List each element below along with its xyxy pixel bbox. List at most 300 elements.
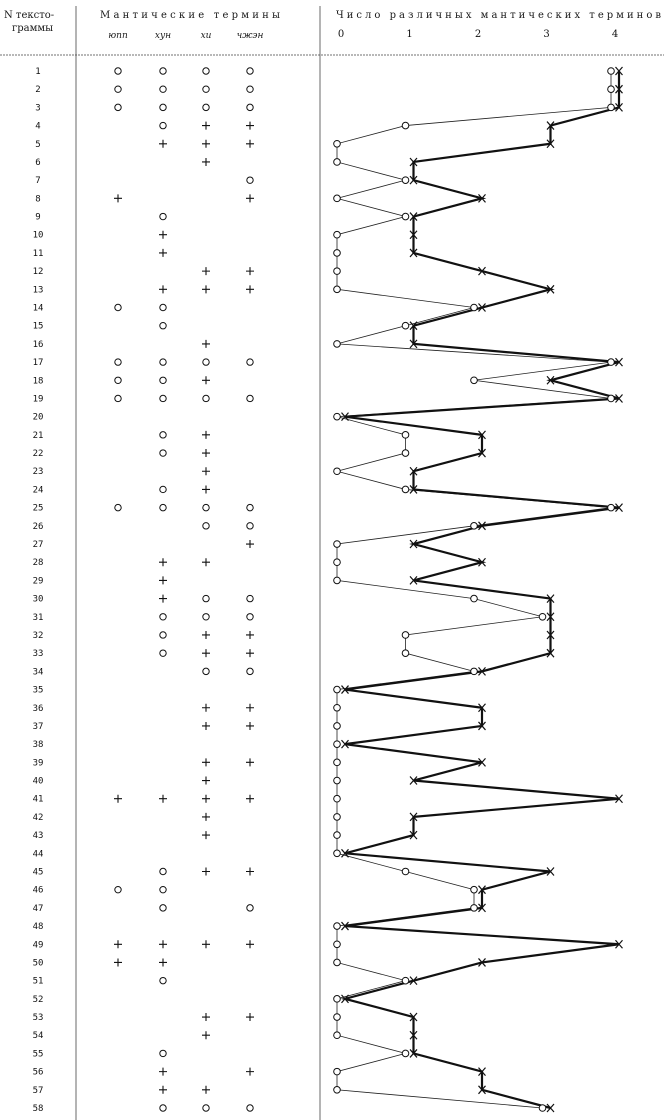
point-circle — [402, 432, 409, 439]
term-mark-circle — [160, 122, 166, 128]
term-mark-circle — [247, 1105, 253, 1111]
row-number: 35 — [32, 685, 44, 696]
term-mark-plus — [114, 194, 122, 202]
row-number: 29 — [32, 576, 44, 587]
row-number: 41 — [32, 794, 44, 805]
term-mark-circle — [203, 104, 209, 110]
term-mark-circle — [160, 486, 166, 492]
point-circle — [402, 122, 409, 129]
row-number: 34 — [32, 667, 44, 678]
term-mark-plus — [202, 940, 210, 948]
term-mark-plus — [246, 122, 254, 130]
term-mark-circle — [247, 504, 253, 510]
point-circle — [539, 1105, 546, 1112]
row-number: 25 — [32, 503, 44, 514]
row-number: 30 — [32, 594, 44, 605]
row-number: 37 — [32, 721, 44, 732]
row-number: 28 — [32, 558, 44, 569]
table-row — [33, 558, 210, 568]
term-mark-circle — [203, 668, 209, 674]
table-row — [33, 686, 44, 696]
term-mark-circle — [247, 177, 253, 183]
table-row — [33, 904, 254, 914]
term-mark-plus — [202, 285, 210, 293]
term-mark-circle — [203, 523, 209, 529]
term-mark-plus — [246, 140, 254, 148]
table-row — [33, 1104, 254, 1114]
table-row — [33, 1031, 210, 1041]
term-mark-plus — [202, 795, 210, 803]
term-mark-circle — [160, 86, 166, 92]
row-number: 38 — [32, 740, 44, 751]
terms-header-title: Мантические термины — [100, 10, 280, 21]
point-circle — [334, 140, 341, 147]
term-mark-plus — [202, 122, 210, 130]
term-mark-circle — [160, 323, 166, 329]
term-mark-circle — [203, 1105, 209, 1111]
point-circle — [471, 595, 478, 602]
col1-header-line1: N тексто- — [4, 10, 55, 21]
point-circle — [402, 632, 409, 639]
term-mark-plus — [246, 795, 254, 803]
term-mark-circle — [203, 359, 209, 365]
point-circle — [402, 977, 409, 984]
term-mark-plus — [202, 813, 210, 821]
term-mark-circle — [160, 432, 166, 438]
term-mark-circle — [115, 395, 121, 401]
term-mark-circle — [160, 905, 166, 911]
col1-header-line2: граммы — [12, 23, 54, 34]
term-mark-circle — [247, 359, 253, 365]
row-number: 39 — [32, 758, 44, 769]
row-number: 46 — [32, 885, 44, 896]
point-circle — [334, 468, 341, 475]
term-mark-circle — [247, 86, 253, 92]
row-number: 27 — [32, 540, 44, 551]
point-circle — [334, 231, 341, 238]
term-mark-circle — [160, 104, 166, 110]
term-mark-circle — [160, 614, 166, 620]
table-row — [33, 595, 254, 605]
chart-series — [334, 67, 623, 1112]
row-number: 52 — [32, 994, 44, 1005]
term-mark-circle — [247, 905, 253, 911]
point-circle — [334, 686, 341, 693]
table-row — [33, 667, 254, 677]
point-circle — [471, 523, 478, 530]
point-circle — [402, 650, 409, 657]
row-number: 43 — [32, 831, 44, 842]
table-row — [33, 795, 254, 805]
point-circle — [334, 959, 341, 966]
term-mark-plus — [246, 631, 254, 639]
point-circle — [334, 577, 341, 584]
term-mark-plus — [246, 704, 254, 712]
point-circle — [334, 795, 341, 802]
point-circle — [334, 159, 341, 166]
term-mark-circle — [247, 668, 253, 674]
table-row — [35, 103, 253, 113]
term-mark-plus — [202, 758, 210, 766]
term-mark-plus — [114, 795, 122, 803]
point-circle — [471, 304, 478, 311]
term-mark-plus — [202, 1086, 210, 1094]
table-row — [33, 1013, 254, 1023]
point-circle — [334, 559, 341, 566]
table-row — [33, 1086, 210, 1096]
table-row — [33, 613, 254, 623]
term-mark-circle — [160, 1050, 166, 1056]
point-circle — [334, 923, 341, 930]
term-mark-plus — [246, 285, 254, 293]
term-mark-plus — [159, 576, 167, 584]
x-tick-label: 3 — [543, 29, 550, 40]
term-mark-circle — [115, 304, 121, 310]
term-mark-circle — [115, 377, 121, 383]
term-mark-circle — [160, 450, 166, 456]
table-row — [33, 485, 210, 495]
point-circle — [471, 886, 478, 893]
term-mark-plus — [246, 649, 254, 657]
point-circle — [334, 1087, 341, 1094]
point-circle — [539, 613, 546, 620]
point-circle — [471, 668, 478, 675]
term-mark-plus — [202, 1013, 210, 1021]
term-mark-plus — [202, 722, 210, 730]
term-mark-circle — [160, 650, 166, 656]
row-number: 49 — [32, 940, 44, 951]
point-circle — [608, 359, 615, 366]
term-mark-plus — [202, 558, 210, 566]
point-circle — [334, 777, 341, 784]
term-mark-circle — [115, 104, 121, 110]
term-mark-plus — [159, 249, 167, 257]
term-header-yupp: юпп — [108, 31, 128, 41]
row-number: 5 — [35, 139, 41, 150]
term-mark-circle — [203, 614, 209, 620]
point-circle — [402, 486, 409, 493]
table-row — [33, 631, 254, 641]
table-row — [33, 995, 44, 1005]
point-circle — [402, 450, 409, 457]
term-mark-plus — [246, 758, 254, 766]
term-mark-circle — [203, 395, 209, 401]
term-mark-plus — [246, 194, 254, 202]
row-number: 50 — [32, 958, 44, 969]
row-number: 8 — [35, 194, 41, 205]
point-circle — [334, 541, 341, 548]
row-number: 2 — [35, 85, 41, 96]
point-circle — [334, 723, 341, 730]
term-mark-plus — [202, 777, 210, 785]
term-mark-plus — [159, 231, 167, 239]
term-mark-plus — [159, 1086, 167, 1094]
row-number: 9 — [35, 212, 41, 223]
term-header-hun: хун — [154, 31, 172, 41]
row-number: 17 — [32, 358, 44, 369]
term-mark-plus — [159, 285, 167, 293]
term-mark-plus — [202, 376, 210, 384]
table-row — [35, 67, 253, 77]
row-number: 33 — [32, 649, 44, 660]
table-row — [35, 213, 166, 223]
table-row — [33, 267, 254, 277]
x-tick-label: 2 — [474, 29, 482, 40]
point-circle — [471, 377, 478, 384]
table-row — [33, 722, 254, 732]
table-row — [33, 322, 167, 332]
table-row — [33, 540, 254, 550]
term-mark-plus — [202, 485, 210, 493]
term-mark-circle — [247, 104, 253, 110]
point-circle — [334, 341, 341, 348]
row-number: 55 — [32, 1049, 44, 1060]
term-mark-plus — [114, 958, 122, 966]
point-circle — [334, 1014, 341, 1021]
term-mark-circle — [160, 377, 166, 383]
term-header-chzhen: чжэн — [236, 31, 264, 41]
term-mark-plus — [246, 867, 254, 875]
series-line-cross — [345, 71, 619, 1108]
table-row — [33, 285, 254, 295]
row-number: 4 — [35, 121, 41, 132]
term-mark-circle — [203, 86, 209, 92]
term-mark-circle — [160, 213, 166, 219]
term-mark-plus — [202, 649, 210, 657]
row-number: 45 — [32, 867, 44, 878]
term-mark-plus — [202, 867, 210, 875]
count-header-title: Число различных мантических терминов — [336, 10, 661, 21]
term-mark-plus — [246, 540, 254, 548]
table-row — [33, 867, 254, 877]
row-number: 1 — [35, 67, 41, 77]
table-row — [33, 576, 167, 586]
table-row — [33, 831, 210, 841]
term-mark-circle — [203, 68, 209, 74]
term-header-hi: хи — [200, 31, 212, 41]
x-tick-label: 0 — [337, 29, 345, 40]
x-axis-ticks — [338, 29, 618, 40]
table-row — [35, 122, 254, 132]
point-circle — [334, 850, 341, 857]
row-number: 26 — [32, 521, 44, 532]
point-circle — [608, 504, 615, 511]
table-row — [33, 449, 210, 459]
table-row — [33, 249, 167, 259]
point-circle — [334, 1068, 341, 1075]
table-row — [33, 504, 254, 514]
table-row — [33, 304, 167, 314]
row-number: 13 — [32, 285, 44, 296]
row-number: 14 — [32, 303, 44, 314]
term-mark-plus — [246, 940, 254, 948]
row-number: 54 — [32, 1031, 44, 1042]
row-number: 3 — [35, 103, 41, 114]
term-mark-circle — [160, 68, 166, 74]
point-circle — [402, 868, 409, 875]
term-mark-circle — [247, 523, 253, 529]
table-row — [33, 777, 210, 787]
table-row — [33, 1068, 254, 1078]
term-mark-circle — [160, 868, 166, 874]
point-circle — [334, 268, 341, 275]
table-row — [33, 849, 44, 859]
row-number: 18 — [32, 376, 44, 387]
row-number: 24 — [32, 485, 44, 496]
row-number: 11 — [32, 248, 44, 259]
row-number: 53 — [32, 1013, 44, 1024]
row-number: 6 — [35, 157, 41, 168]
term-mark-circle — [160, 1105, 166, 1111]
x-tick-label: 4 — [611, 29, 619, 40]
point-circle — [334, 195, 341, 202]
point-circle — [334, 413, 341, 420]
point-circle — [334, 1032, 341, 1039]
table-row — [33, 813, 210, 823]
term-mark-circle — [115, 68, 121, 74]
row-number: 19 — [32, 394, 44, 405]
term-mark-circle — [115, 504, 121, 510]
row-number: 23 — [32, 467, 44, 478]
term-mark-plus — [159, 595, 167, 603]
term-mark-circle — [160, 304, 166, 310]
term-mark-circle — [160, 395, 166, 401]
point-circle — [402, 1050, 409, 1057]
row-number: 7 — [35, 176, 41, 187]
table-row — [35, 176, 253, 186]
point-circle — [334, 286, 341, 293]
point-circle — [334, 832, 341, 839]
term-mark-plus — [202, 449, 210, 457]
row-number: 31 — [32, 612, 44, 623]
point-circle — [402, 322, 409, 329]
point-circle — [608, 104, 615, 111]
term-mark-plus — [202, 158, 210, 166]
row-number: 40 — [32, 776, 44, 787]
row-number: 58 — [32, 1104, 44, 1114]
point-circle — [334, 814, 341, 821]
point-circle — [334, 250, 341, 257]
term-mark-plus — [202, 267, 210, 275]
table-row — [35, 158, 210, 168]
term-mark-plus — [159, 558, 167, 566]
row-number: 51 — [32, 976, 44, 987]
row-number: 32 — [32, 630, 44, 641]
table-rows — [33, 67, 254, 1114]
point-circle — [608, 86, 615, 93]
table-row — [33, 376, 210, 386]
row-number: 15 — [32, 321, 44, 332]
row-number: 42 — [32, 812, 44, 823]
row-number: 56 — [32, 1067, 44, 1078]
term-mark-circle — [160, 632, 166, 638]
term-mark-plus — [159, 958, 167, 966]
point-circle — [608, 395, 615, 402]
point-circle — [334, 704, 341, 711]
table-row — [33, 958, 167, 968]
row-number: 36 — [32, 703, 44, 714]
table-row — [33, 431, 210, 441]
point-circle — [334, 941, 341, 948]
table-row — [33, 522, 254, 532]
term-mark-circle — [115, 886, 121, 892]
term-mark-plus — [159, 1068, 167, 1076]
term-mark-circle — [160, 359, 166, 365]
table-row — [33, 231, 167, 241]
row-number: 10 — [32, 230, 44, 241]
term-mark-circle — [247, 614, 253, 620]
row-number: 57 — [32, 1085, 44, 1096]
row-number: 21 — [32, 430, 44, 441]
x-tick-label: 1 — [406, 29, 413, 40]
table-row — [33, 740, 44, 750]
term-mark-circle — [115, 359, 121, 365]
row-number: 20 — [32, 412, 44, 423]
table-row — [33, 977, 167, 987]
term-mark-circle — [247, 68, 253, 74]
term-mark-plus — [202, 140, 210, 148]
table-row — [35, 140, 254, 150]
row-number: 48 — [32, 922, 44, 933]
table-row — [33, 886, 167, 896]
table-row — [33, 704, 254, 714]
row-number: 12 — [32, 267, 44, 278]
table-row — [33, 358, 254, 368]
term-mark-circle — [160, 977, 166, 983]
point-circle — [334, 741, 341, 748]
table-row — [33, 940, 254, 950]
term-mark-plus — [114, 940, 122, 948]
point-circle — [334, 759, 341, 766]
point-circle — [334, 996, 341, 1003]
term-mark-circle — [160, 504, 166, 510]
point-circle — [402, 177, 409, 184]
table-row — [33, 922, 44, 932]
term-mark-circle — [203, 595, 209, 601]
table-row — [33, 340, 210, 350]
point-circle — [608, 68, 615, 75]
term-mark-plus — [202, 1031, 210, 1039]
term-mark-plus — [246, 722, 254, 730]
row-number: 47 — [32, 903, 44, 914]
term-mark-plus — [202, 431, 210, 439]
term-mark-plus — [159, 795, 167, 803]
term-mark-plus — [202, 831, 210, 839]
term-mark-plus — [202, 340, 210, 348]
table-row — [33, 413, 44, 423]
term-mark-circle — [247, 595, 253, 601]
point-circle — [471, 905, 478, 912]
term-mark-circle — [203, 504, 209, 510]
table-row — [33, 467, 210, 477]
term-mark-circle — [160, 886, 166, 892]
table-row — [35, 85, 253, 95]
term-mark-plus — [159, 940, 167, 948]
term-mark-circle — [115, 86, 121, 92]
row-number: 44 — [32, 849, 44, 860]
term-mark-plus — [159, 140, 167, 148]
term-mark-plus — [202, 704, 210, 712]
term-mark-circle — [247, 395, 253, 401]
row-number: 22 — [32, 449, 44, 460]
table-row — [33, 649, 254, 659]
term-mark-plus — [246, 1013, 254, 1021]
point-circle — [402, 213, 409, 220]
table-row — [35, 194, 254, 204]
table-row — [33, 758, 254, 768]
row-number: 16 — [32, 339, 44, 350]
term-mark-plus — [202, 467, 210, 475]
